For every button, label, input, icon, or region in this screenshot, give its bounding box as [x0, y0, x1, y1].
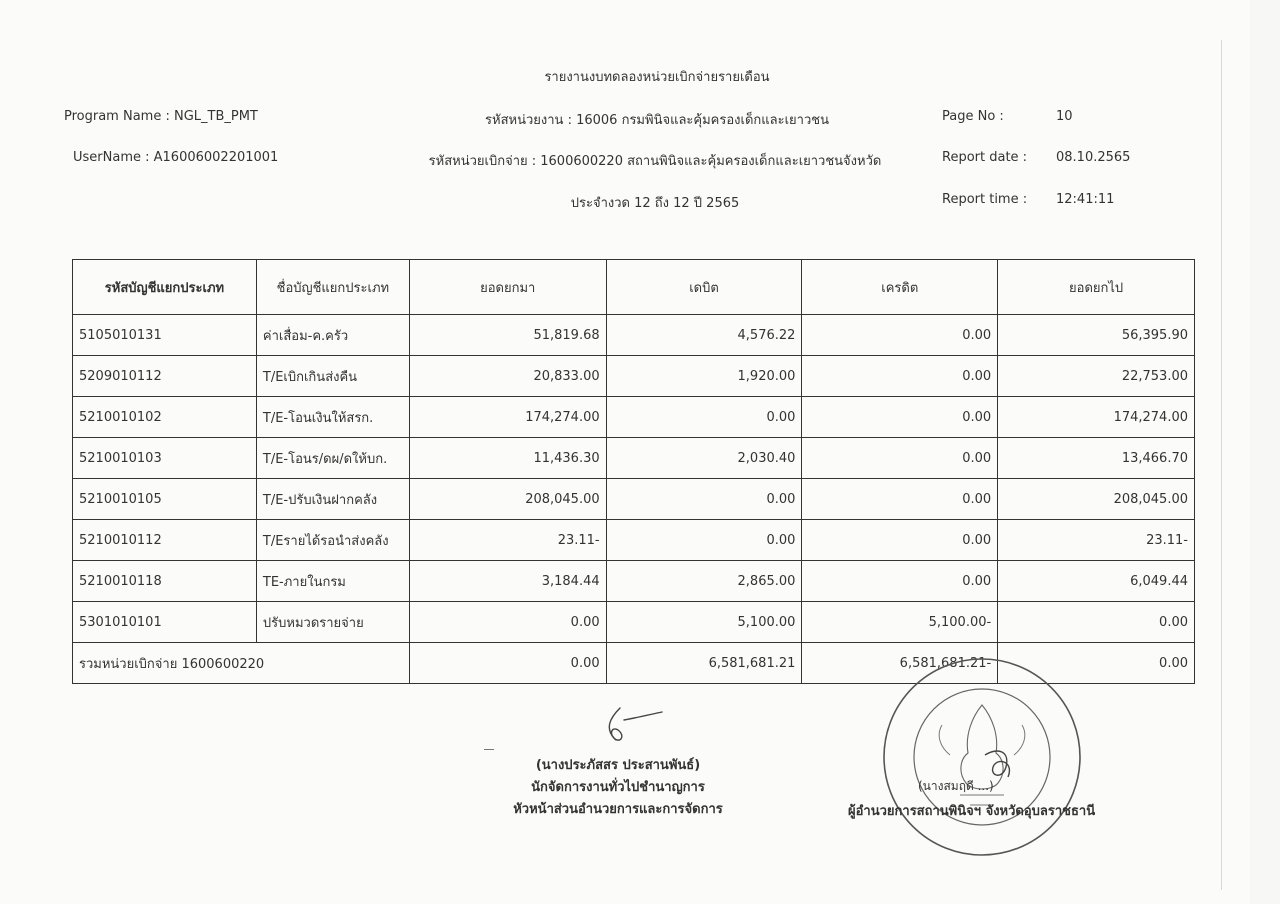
- cell-credit: 0.00: [802, 397, 998, 438]
- signatory-position: นักจัดการงานทั่วไปชำนาญการ: [531, 780, 705, 795]
- cell-debit: 0.00: [606, 479, 802, 520]
- signatory-name: (นางประภัสสร ประสานพันธ์): [535, 758, 701, 773]
- cell-account-name: TE-ภายในกรม: [256, 561, 409, 602]
- cell-carried-forward: 208,045.00: [998, 479, 1195, 520]
- cell-debit: 5,100.00: [606, 602, 802, 643]
- cell-debit: 1,920.00: [606, 356, 802, 397]
- col-header-account-name: ชื่อบัญชีแยกประเภท: [256, 260, 409, 315]
- official-seal-stamp: [880, 655, 1085, 860]
- table-row: [73, 479, 1195, 520]
- table-row: [73, 356, 1195, 397]
- cell-credit: 0.00: [802, 561, 998, 602]
- cell-account-name: ค่าเสื่อม-ค.ครัว: [256, 315, 409, 356]
- table-row: [73, 397, 1195, 438]
- cell-carried-forward: 22,753.00: [998, 356, 1195, 397]
- cell-brought-forward: 11,436.30: [409, 438, 606, 479]
- cell-debit: 0.00: [606, 397, 802, 438]
- cell-carried-forward: 23.11-: [998, 520, 1195, 561]
- cell-credit: 0.00: [802, 479, 998, 520]
- signatory-block: [513, 755, 723, 821]
- cell-brought-forward: 174,274.00: [409, 397, 606, 438]
- report-time-value: 12:41:11: [1056, 192, 1115, 207]
- cell-debit: 2,865.00: [606, 561, 802, 602]
- page-edge-line: [1221, 40, 1222, 890]
- cell-account-code: 5210010112: [73, 520, 257, 561]
- col-header-debit: เดบิต: [606, 260, 802, 315]
- agency-code: รหัสหน่วยงาน : 16006 กรมพินิจและคุ้มครองเด็กและเยาวชน: [485, 113, 829, 128]
- cell-carried-forward: 0.00: [998, 602, 1195, 643]
- cell-account-code: 5105010131: [73, 315, 257, 356]
- page-no-label: Page No :: [942, 109, 1004, 124]
- table-header-row: [73, 260, 1195, 315]
- total-label: รวมหน่วยเบิกจ่าย 1600600220: [73, 643, 410, 684]
- program-name: Program Name : NGL_TB_PMT: [64, 109, 258, 124]
- total-debit: 6,581,681.21: [606, 643, 802, 684]
- handwritten-signature: [580, 700, 670, 750]
- col-header-account-code: รหัสบัญชีแยกประเภท: [73, 260, 257, 315]
- cell-account-code: 5210010103: [73, 438, 257, 479]
- cell-account-code: 5210010102: [73, 397, 257, 438]
- seal-signatory-position: ผู้อำนวยการสถานพินิจฯ จังหวัดอุบลราชธานี: [848, 804, 1096, 819]
- cell-brought-forward: 23.11-: [409, 520, 606, 561]
- cell-account-code: 5210010118: [73, 561, 257, 602]
- total-carried-forward: 0.00: [998, 643, 1195, 684]
- disbursing-unit: รหัสหน่วยเบิกจ่าย : 1600600220 สถานพินิจและคุ้มครองเด็กและเยาวชนจังหวัด: [428, 154, 882, 169]
- cell-account-code: 5209010112: [73, 356, 257, 397]
- report-period: ประจำงวด 12 ถึง 12 ปี 2565: [570, 196, 740, 211]
- cell-debit: 2,030.40: [606, 438, 802, 479]
- col-header-carried-forward: ยอดยกไป: [998, 260, 1195, 315]
- total-credit: 6,581,681.21-: [802, 643, 998, 684]
- table-row: [73, 315, 1195, 356]
- cell-brought-forward: 51,819.68: [409, 315, 606, 356]
- cell-credit: 0.00: [802, 315, 998, 356]
- cell-credit: 0.00: [802, 520, 998, 561]
- cell-carried-forward: 6,049.44: [998, 561, 1195, 602]
- table-row: [73, 520, 1195, 561]
- cell-account-name: T/Eรายได้รอนำส่งคลัง: [256, 520, 409, 561]
- col-header-brought-forward: ยอดยกมา: [409, 260, 606, 315]
- user-name: UserName : A16006002201001: [73, 150, 279, 165]
- cell-account-code: 5210010105: [73, 479, 257, 520]
- signatory-department: หัวหน้าส่วนอำนวยการและการจัดการ: [513, 802, 723, 817]
- cell-carried-forward: 56,395.90: [998, 315, 1195, 356]
- cell-carried-forward: 13,466.70: [998, 438, 1195, 479]
- cell-debit: 4,576.22: [606, 315, 802, 356]
- seal-signatory-name: (นางสมฤดี ...): [918, 779, 994, 793]
- cell-account-name: T/E-โอนเงินให้สรก.: [256, 397, 409, 438]
- cell-credit: 0.00: [802, 356, 998, 397]
- page-no-value: 10: [1056, 109, 1073, 124]
- cell-account-code: 5301010101: [73, 602, 257, 643]
- cell-account-name: ปรับหมวดรายจ่าย: [256, 602, 409, 643]
- cell-account-name: T/E-ปรับเงินฝากคลัง: [256, 479, 409, 520]
- cell-brought-forward: 0.00: [409, 602, 606, 643]
- report-title: รายงานงบทดลองหน่วยเบิกจ่ายรายเดือน: [544, 70, 770, 85]
- cell-account-name: T/Eเบิกเกินส่งคืน: [256, 356, 409, 397]
- col-header-credit: เครดิต: [802, 260, 998, 315]
- report-date-value: 08.10.2565: [1056, 150, 1131, 165]
- cell-carried-forward: 174,274.00: [998, 397, 1195, 438]
- cell-brought-forward: 208,045.00: [409, 479, 606, 520]
- total-brought-forward: 0.00: [409, 643, 606, 684]
- cell-brought-forward: 3,184.44: [409, 561, 606, 602]
- report-time-label: Report time :: [942, 192, 1028, 207]
- report-date-label: Report date :: [942, 150, 1028, 165]
- table-row: [73, 602, 1195, 643]
- cell-credit: 5,100.00-: [802, 602, 998, 643]
- cell-brought-forward: 20,833.00: [409, 356, 606, 397]
- cell-account-name: T/E-โอนร/ดผ/ดให้บก.: [256, 438, 409, 479]
- table-row: [73, 561, 1195, 602]
- cell-debit: 0.00: [606, 520, 802, 561]
- cell-credit: 0.00: [802, 438, 998, 479]
- trial-balance-table: [72, 259, 1195, 684]
- signature-dash: [484, 749, 494, 750]
- table-row: [73, 438, 1195, 479]
